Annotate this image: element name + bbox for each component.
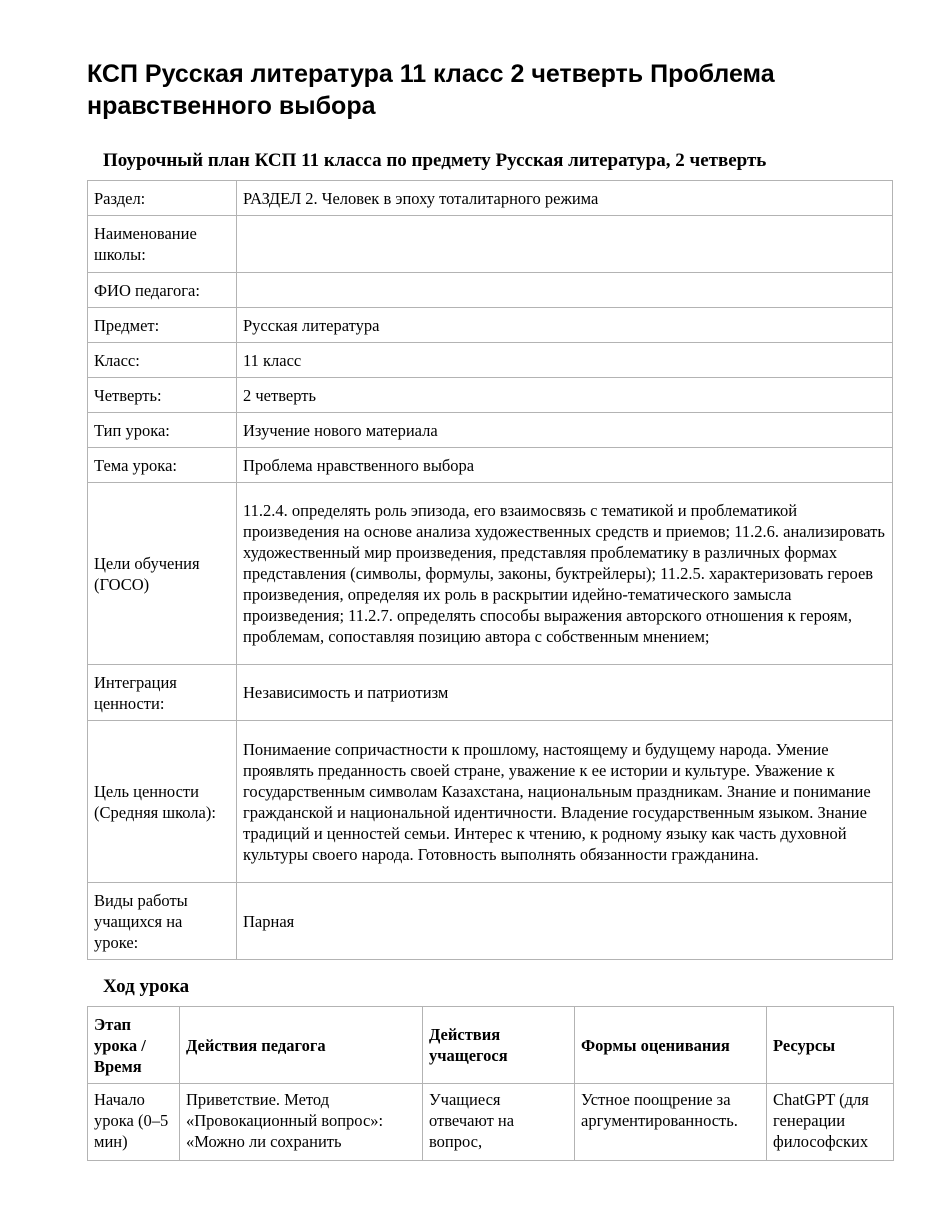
table-row <box>88 181 893 216</box>
table-row <box>88 1084 894 1161</box>
row-label: Четверть: <box>88 378 237 413</box>
column-header-teacher: Действия педагога <box>180 1007 423 1084</box>
stage-cell: Начало урока (0–5 мин) <box>88 1084 180 1161</box>
row-label: Наименование школы: <box>88 216 237 273</box>
row-value: Понимаение сопричастности к прошлому, настоящему и будущему народа. Умение проявлять преданность своей стране, уважение к ее истории и культуре. Уважение к государственным символам Казахстана, национальным праздникам. Знание и понимание гражданской и национальной идентичности. Владение государственным языком. Знание традиций и ценностей семьи. Интерес к чтению, к родному языку как часть духовной культуры своего народа. Готовность выполнять обязанности гражданина. <box>237 721 893 883</box>
column-header-resources: Ресурсы <box>767 1007 894 1084</box>
row-value: РАЗДЕЛ 2. Человек в эпоху тоталитарного режима <box>237 181 893 216</box>
column-header-stage: Этап урока / Время <box>88 1007 180 1084</box>
row-label: ФИО педагога: <box>88 273 237 308</box>
row-label: Виды работы учащихся на уроке: <box>88 883 237 960</box>
row-label: Цели обучения (ГОСО) <box>88 483 237 665</box>
table-row <box>88 343 893 378</box>
row-label: Цель ценности (Средняя школа): <box>88 721 237 883</box>
row-value: Русская литература <box>237 308 893 343</box>
row-value <box>237 273 893 308</box>
table-row <box>88 378 893 413</box>
table-row <box>88 883 893 960</box>
student-actions-cell: Учащиеся отвечают на вопрос, <box>423 1084 575 1161</box>
row-value: Независимость и патриотизм <box>237 665 893 721</box>
plan-info-table <box>87 180 893 960</box>
row-value: Парная <box>237 883 893 960</box>
table-row <box>88 308 893 343</box>
column-header-assessment: Формы оценивания <box>575 1007 767 1084</box>
table-row <box>88 665 893 721</box>
row-value: Изучение нового материала <box>237 413 893 448</box>
row-value: 11 класс <box>237 343 893 378</box>
table-row <box>88 721 893 883</box>
document-page <box>87 58 893 1161</box>
plan-heading: Поурочный план КСП 11 класса по предмету Русская литература, 2 четверть <box>103 150 767 171</box>
lesson-heading: Ход урока <box>103 976 190 997</box>
document-title: КСП Русская литература 11 класс 2 четверть Проблема нравственного выбора <box>87 60 775 120</box>
row-label: Тип урока: <box>88 413 237 448</box>
table-row <box>88 216 893 273</box>
table-header-row <box>88 1007 894 1084</box>
table-row <box>88 483 893 665</box>
row-value <box>237 216 893 273</box>
row-label: Класс: <box>88 343 237 378</box>
row-label: Тема урока: <box>88 448 237 483</box>
row-value: 11.2.4. определять роль эпизода, его взаимосвязь с тематикой и проблематикой произведения на основе анализа художественных средств и приемов; 11.2.6. анализировать художественный мир произведения, представляя проблематику в различных формах представления (символы, формулы, законы, буктрейлеры); 11.2.5. характеризовать героев произведения, определяя их роль в раскрытии идейно-тематического замысла произведения; 11.2.7. определять способы выражения авторского отношения к героям, проблемам, сопоставляя позицию автора с собственным мнением; <box>237 483 893 665</box>
table-row <box>88 448 893 483</box>
assessment-cell: Устное поощрение за аргументированность. <box>575 1084 767 1161</box>
row-label: Интеграция ценности: <box>88 665 237 721</box>
teacher-actions-cell: Приветствие. Метод «Провокационный вопрос»: «Можно ли сохранить <box>180 1084 423 1161</box>
column-header-student: Действия учащегося <box>423 1007 575 1084</box>
table-row <box>88 273 893 308</box>
row-label: Предмет: <box>88 308 237 343</box>
row-label: Раздел: <box>88 181 237 216</box>
table-row <box>88 413 893 448</box>
row-value: Проблема нравственного выбора <box>237 448 893 483</box>
lesson-stages-table <box>87 1006 894 1161</box>
resources-cell: ChatGPT (для генерации философских <box>767 1084 894 1161</box>
row-value: 2 четверть <box>237 378 893 413</box>
